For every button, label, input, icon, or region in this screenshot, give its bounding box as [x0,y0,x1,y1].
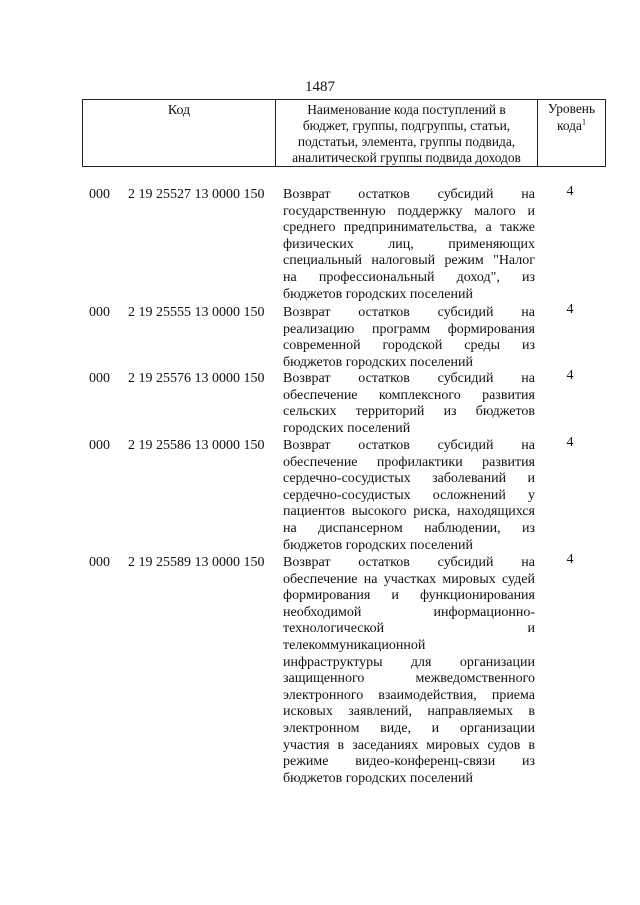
header-level [538,100,605,166]
description-line: бюджетов городских поселений [283,354,473,370]
description-line: участия в заседаниях мировых судов в [283,737,535,753]
description-line: реализацию программ формирования [283,321,535,337]
row-level: 4 [566,302,574,317]
description-line: Возврат остатков субсидий на [283,187,535,202]
header-level-line2 [538,117,605,134]
table-header [82,99,606,167]
row-description [283,305,535,371]
description-line: телекоммуникационной [283,637,426,653]
header-name [276,100,538,166]
description-line: формирования и функционирования [283,588,535,604]
description-line: специальный налоговый режим "Налог [283,253,535,269]
row-description [283,187,535,303]
row-description [283,438,535,554]
description-line: на профессиональный доход", из [283,269,535,285]
header-level-line1: Уровень [547,101,596,116]
description-line: обеспечение профилактики развития [283,454,535,470]
description-line: государственную поддержку малого и [283,203,535,219]
description-line: режиме видео-конференц-связи из [283,754,535,770]
row-budget-code: 2 19 25586 13 0000 150 [128,438,265,453]
header-name-line: бюджет, группы, подгруппы, статьи, [302,118,511,133]
row-description [283,371,535,437]
description-line: сельских территорий из бюджетов [283,404,535,420]
description-line: пациентов высокого риска, находящихся [283,504,535,520]
description-line: защищенного межведомственного [283,671,535,687]
description-line: электронного взаимодействия, приема [283,687,535,703]
header-level-footnote: 1 [581,117,586,127]
description-line: сердечно-сосудистых заболеваний и [283,471,535,487]
row-level: 4 [566,368,574,383]
description-line: обеспечение на участках мировых судей [283,571,535,587]
row-admin-code: 000 [89,305,110,320]
description-line: Возврат остатков субсидий на [283,438,535,453]
description-line: технологической и [283,621,535,637]
description-line: на диспансерном наблюдении, из [283,520,535,536]
description-line: электронном виде, и организации [283,720,535,736]
description-line: бюджетов городских поселений [283,770,473,786]
row-budget-code: 2 19 25576 13 0000 150 [128,371,265,386]
row-level: 4 [566,184,574,199]
header-name-line: аналитической группы подвида доходов [292,150,521,165]
header-name-line: Наименование кода поступлений в [307,102,506,117]
row-level: 4 [566,435,574,450]
header-name-line: подстатьи, элемента, группы подвида, [297,134,516,149]
row-budget-code: 2 19 25555 13 0000 150 [128,305,265,320]
row-admin-code: 000 [89,438,110,453]
row-budget-code: 2 19 25589 13 0000 150 [128,555,265,570]
header-code: Код [83,100,276,166]
description-line: обеспечение комплексного развития [283,387,535,403]
description-line: среднего предпринимательства, а также [283,220,535,236]
description-line: Возврат остатков субсидий на [283,555,535,570]
row-budget-code: 2 19 25527 13 0000 150 [128,187,265,202]
page-number: 1487 [305,79,335,95]
description-line: физических лиц, применяющих [283,236,535,252]
description-line: сердечно-сосудистых осложнений у [283,487,535,503]
row-admin-code: 000 [89,187,110,202]
description-line: исковых заявлений, направляемых в [283,704,535,720]
row-admin-code: 000 [89,555,110,570]
row-description [283,555,535,787]
description-line: бюджетов городских поселений [283,537,473,553]
description-line: городских поселений [283,420,411,436]
description-line: бюджетов городских поселений [283,286,473,302]
description-line: современной городской среды из [283,338,535,354]
header-level-word: кода [557,118,582,133]
description-line: необходимой информационно- [283,604,535,620]
row-admin-code: 000 [89,371,110,386]
row-level: 4 [566,552,574,567]
description-line: инфраструктуры для организации [283,654,535,670]
description-line: Возврат остатков субсидий на [283,371,535,386]
description-line: Возврат остатков субсидий на [283,305,535,320]
